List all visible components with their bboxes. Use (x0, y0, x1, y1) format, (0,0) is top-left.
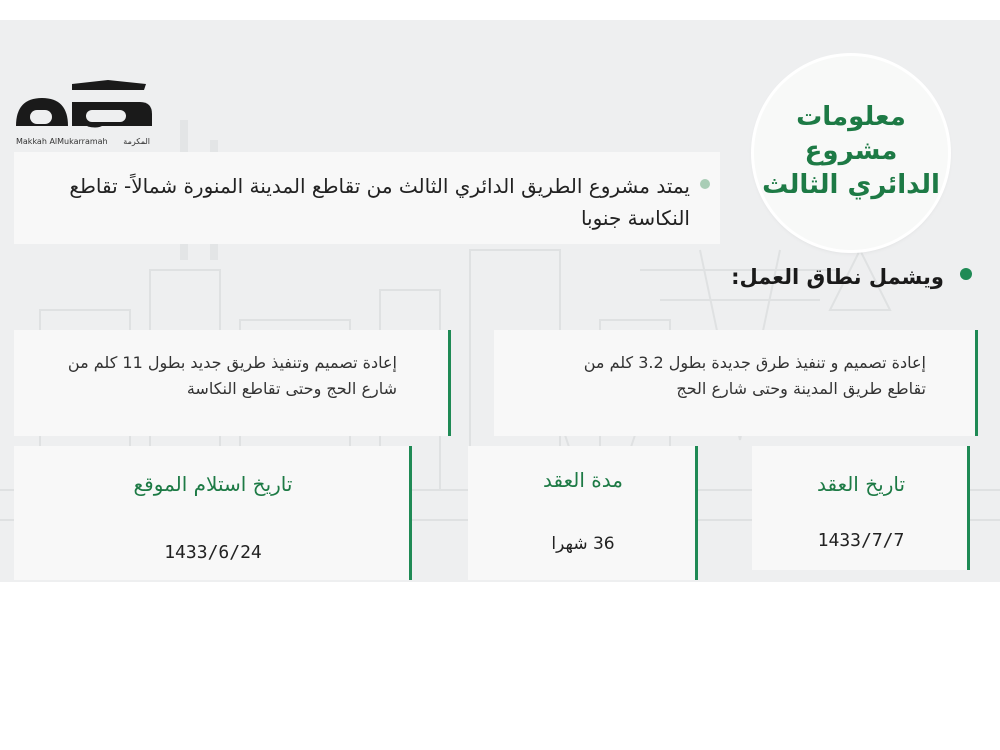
site-handover-card (14, 446, 412, 580)
contract-date-card (752, 446, 970, 570)
site-handover-label: تاريخ استلام الموقع (133, 472, 293, 496)
intro-text: يمتد مشروع الطريق الدائري الثالث من تقاطع المدينة المنورة شمالاً- تقاطع النكاسة جنوبا (69, 174, 690, 230)
contract-duration-accent (695, 446, 698, 580)
contract-duration-label: مدة العقد (543, 468, 623, 492)
contract-date-label: تاريخ العقد (816, 472, 906, 496)
intro-card (14, 152, 720, 244)
contract-duration-value: 36 شهرا (551, 534, 615, 554)
logo-latin-text: Makkah AlMukarramah (16, 137, 108, 146)
scope-card-2 (14, 330, 451, 436)
intro-bullet (700, 179, 710, 189)
contract-date-value: 1433/7/7 (817, 530, 905, 551)
scope-label: ويشمل نطاق العمل: (731, 265, 944, 289)
scope-item-2: إعادة تصميم وتنفيذ طريق جديد بطول 11 كلم من شارع الحج وحتى تقاطع النكاسة (67, 353, 397, 398)
page-title: معلومات مشروع الدائري الثالث (762, 102, 940, 200)
makkah-logo (12, 78, 154, 150)
scope-card-2-accent (448, 330, 451, 436)
contract-duration-card (468, 446, 698, 580)
scope-card-1-accent (975, 330, 978, 436)
contract-date-accent (967, 446, 970, 570)
scope-item-1: إعادة تصميم و تنفيذ طرق جديدة بطول 3.2 كلم من تقاطع طريق المدينة وحتى شارع الحج (583, 353, 926, 398)
scope-card-1 (494, 330, 978, 436)
scope-bullet (960, 268, 972, 280)
title-badge (754, 56, 948, 250)
site-handover-value: 1433/6/24 (164, 542, 262, 563)
logo-arabic-text: المكرمة (123, 137, 150, 146)
infographic-panel (0, 20, 1000, 582)
